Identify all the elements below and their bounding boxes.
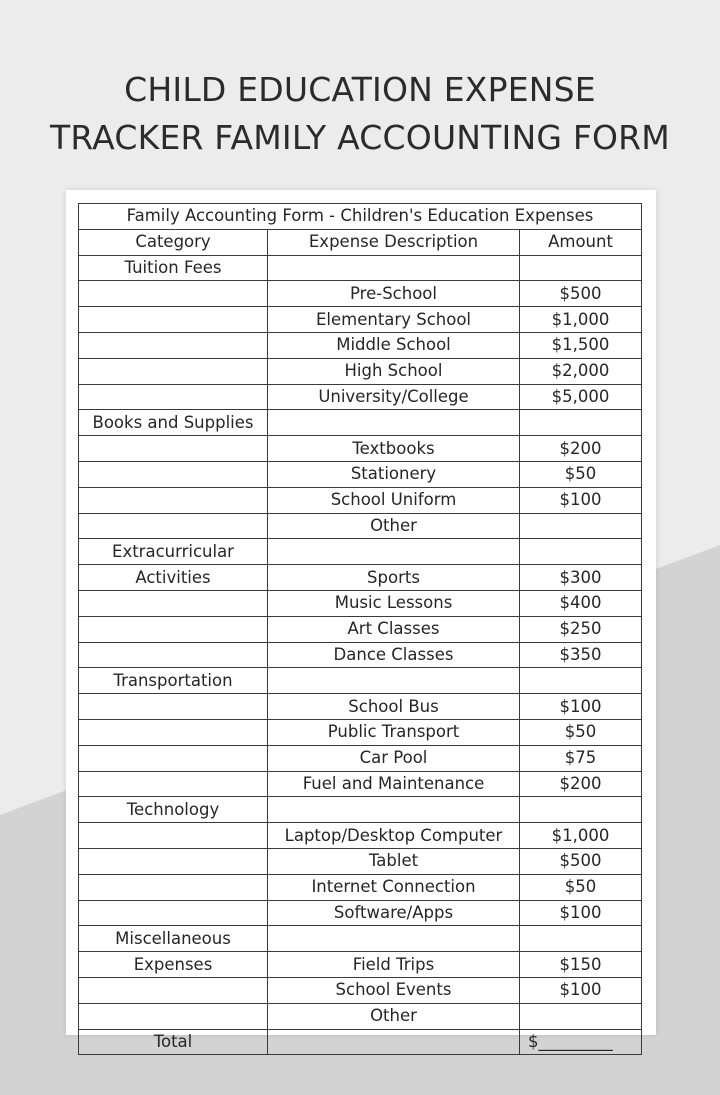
description-cell: Public Transport	[268, 719, 520, 745]
description-cell: Stationery	[268, 461, 520, 487]
table-row	[79, 436, 642, 462]
description-cell: Sports	[268, 565, 520, 591]
table-row	[79, 461, 642, 487]
table-row	[79, 565, 642, 591]
total-row	[79, 1029, 642, 1055]
table-row	[79, 848, 642, 874]
table-title-row	[79, 204, 642, 230]
description-cell: Middle School	[268, 332, 520, 358]
table-row	[79, 668, 642, 694]
description-cell: School Uniform	[268, 487, 520, 513]
category-cell: Books and Supplies	[79, 410, 268, 436]
category-cell: Expenses	[79, 952, 268, 978]
description-cell	[268, 926, 520, 952]
amount-cell: $150	[520, 952, 642, 978]
header-description: Expense Description	[268, 229, 520, 255]
description-cell: Dance Classes	[268, 642, 520, 668]
table-title: Family Accounting Form - Children's Education Expenses	[79, 204, 642, 230]
table-row	[79, 797, 642, 823]
description-cell: Laptop/Desktop Computer	[268, 823, 520, 849]
amount-cell	[520, 410, 642, 436]
total-description-cell	[268, 1029, 520, 1055]
description-cell: Pre-School	[268, 281, 520, 307]
table-row	[79, 900, 642, 926]
amount-cell: $5,000	[520, 384, 642, 410]
category-cell	[79, 358, 268, 384]
expense-table-body	[79, 204, 642, 1055]
category-cell	[79, 281, 268, 307]
amount-cell	[520, 668, 642, 694]
category-cell	[79, 461, 268, 487]
table-row	[79, 358, 642, 384]
amount-cell	[520, 255, 642, 281]
description-cell: Textbooks	[268, 436, 520, 462]
amount-cell: $50	[520, 719, 642, 745]
description-cell: Other	[268, 513, 520, 539]
description-cell: Car Pool	[268, 745, 520, 771]
table-row	[79, 410, 642, 436]
amount-cell: $400	[520, 590, 642, 616]
category-cell	[79, 823, 268, 849]
category-cell	[79, 1003, 268, 1029]
total-amount-field[interactable]: $_________	[520, 1029, 642, 1055]
description-cell: School Events	[268, 977, 520, 1003]
description-cell	[268, 797, 520, 823]
table-row	[79, 616, 642, 642]
category-cell	[79, 719, 268, 745]
table-row	[79, 384, 642, 410]
category-cell	[79, 332, 268, 358]
category-cell	[79, 384, 268, 410]
description-cell: Elementary School	[268, 307, 520, 333]
expense-table	[78, 203, 642, 1055]
table-row	[79, 642, 642, 668]
table-row	[79, 771, 642, 797]
category-cell	[79, 590, 268, 616]
amount-cell: $100	[520, 977, 642, 1003]
description-cell: Art Classes	[268, 616, 520, 642]
amount-cell: $500	[520, 848, 642, 874]
amount-cell: $75	[520, 745, 642, 771]
description-cell: Music Lessons	[268, 590, 520, 616]
description-cell	[268, 539, 520, 565]
table-row	[79, 281, 642, 307]
header-category: Category	[79, 229, 268, 255]
amount-cell: $2,000	[520, 358, 642, 384]
amount-cell	[520, 513, 642, 539]
amount-cell	[520, 539, 642, 565]
category-cell	[79, 874, 268, 900]
amount-cell: $100	[520, 900, 642, 926]
table-row	[79, 590, 642, 616]
page-title-line-2: TRACKER FAMILY ACCOUNTING FORM	[50, 118, 670, 157]
description-cell: Internet Connection	[268, 874, 520, 900]
amount-cell	[520, 1003, 642, 1029]
table-row	[79, 926, 642, 952]
table-header-row	[79, 229, 642, 255]
table-row	[79, 745, 642, 771]
amount-cell: $300	[520, 565, 642, 591]
page-heading	[0, 66, 720, 162]
page-title-line-1: CHILD EDUCATION EXPENSE	[124, 70, 596, 109]
description-cell: Software/Apps	[268, 900, 520, 926]
category-cell	[79, 642, 268, 668]
description-cell: Tablet	[268, 848, 520, 874]
category-cell: Extracurricular	[79, 539, 268, 565]
table-row	[79, 952, 642, 978]
amount-cell: $500	[520, 281, 642, 307]
table-row	[79, 694, 642, 720]
table-row	[79, 823, 642, 849]
category-cell	[79, 977, 268, 1003]
amount-cell: $200	[520, 436, 642, 462]
amount-cell: $1,000	[520, 823, 642, 849]
amount-cell	[520, 797, 642, 823]
table-row	[79, 977, 642, 1003]
description-cell: University/College	[268, 384, 520, 410]
description-cell: Fuel and Maintenance	[268, 771, 520, 797]
description-cell	[268, 410, 520, 436]
category-cell: Tuition Fees	[79, 255, 268, 281]
category-cell	[79, 487, 268, 513]
category-cell	[79, 771, 268, 797]
amount-cell: $50	[520, 874, 642, 900]
amount-cell: $1,000	[520, 307, 642, 333]
table-row	[79, 307, 642, 333]
category-cell	[79, 900, 268, 926]
amount-cell: $250	[520, 616, 642, 642]
category-cell: Transportation	[79, 668, 268, 694]
amount-cell	[520, 926, 642, 952]
amount-cell: $200	[520, 771, 642, 797]
category-cell	[79, 513, 268, 539]
table-row	[79, 255, 642, 281]
description-cell	[268, 255, 520, 281]
table-row	[79, 513, 642, 539]
table-row	[79, 719, 642, 745]
amount-cell: $100	[520, 694, 642, 720]
description-cell: High School	[268, 358, 520, 384]
amount-cell: $350	[520, 642, 642, 668]
header-amount: Amount	[520, 229, 642, 255]
amount-cell: $1,500	[520, 332, 642, 358]
category-cell: Technology	[79, 797, 268, 823]
description-cell	[268, 668, 520, 694]
total-label: Total	[79, 1029, 268, 1055]
category-cell	[79, 307, 268, 333]
table-row	[79, 487, 642, 513]
form-sheet	[66, 190, 656, 1051]
category-cell: Activities	[79, 565, 268, 591]
category-cell: Miscellaneous	[79, 926, 268, 952]
category-cell	[79, 694, 268, 720]
category-cell	[79, 436, 268, 462]
amount-cell: $100	[520, 487, 642, 513]
description-cell: Field Trips	[268, 952, 520, 978]
amount-cell: $50	[520, 461, 642, 487]
table-row	[79, 539, 642, 565]
category-cell	[79, 616, 268, 642]
description-cell: Other	[268, 1003, 520, 1029]
table-row	[79, 874, 642, 900]
category-cell	[79, 745, 268, 771]
table-row	[79, 332, 642, 358]
description-cell: School Bus	[268, 694, 520, 720]
table-row	[79, 1003, 642, 1029]
category-cell	[79, 848, 268, 874]
